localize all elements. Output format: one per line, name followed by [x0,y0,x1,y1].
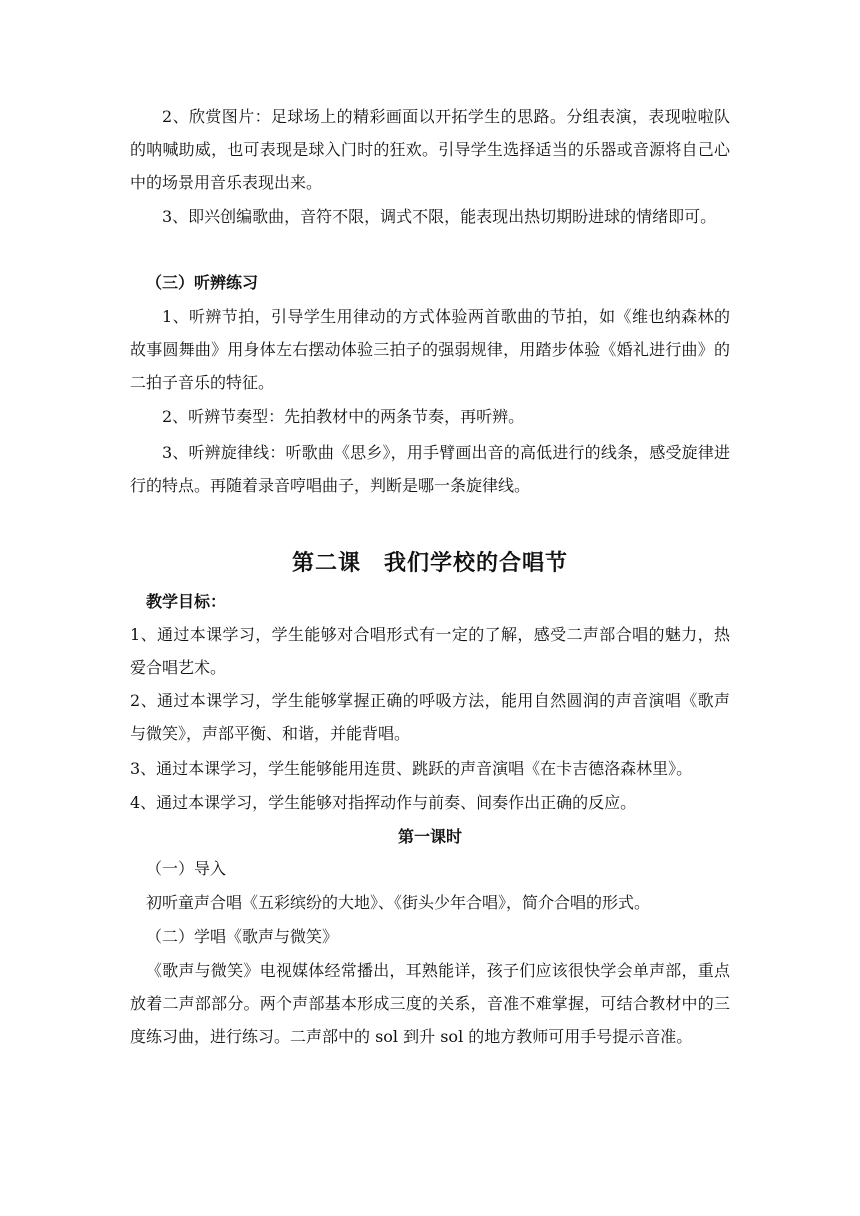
heading-introduction: （一）导入 [146,859,227,878]
paragraph-introduction: 初听童声合唱《五彩缤纷的大地》、《街头少年合唱》，简介合唱的形式。 [146,893,651,912]
paragraph-listen-rhythm: 2、听辨节奏型：先拍教材中的两条节奏，再听辨。 [162,407,525,426]
goal-2: 2、通过本课学习，学生能够掌握正确的呼吸方法，能用自然圆润的声音演唱《歌声与微笑》，声部平衡、和谐，并能背唱。 [130,691,730,743]
goal-1: 1、通过本课学习，学生能够对合唱形式有一定的了解，感受二声部合唱的魅力，热爱合唱艺术。 [130,625,730,677]
paragraph-listen-beat: 1、听辨节拍，引导学生用律动的方式体验两首歌曲的节拍，如《维也纳森林的故事圆舞曲》用身体左右摆动体验三拍子的强弱规律，用踏步体验《婚礼进行曲》的二拍子音乐的特征。 [130,307,730,392]
paragraph-improvise-song: 3、即兴创编歌曲，音符不限，调式不限，能表现出热切期盼进球的情绪即可。 [162,207,717,226]
heading-listening-practice: （三）听辨练习 [146,273,259,292]
paragraph-appreciate-pictures: 2、欣赏图片：足球场上的精彩画面以开拓学生的思路。分组表演，表现啦啦队的呐喊助威，也可表现是球入门时的狂欢。引导学生选择适当的乐器或音源将自己心中的场景用音乐表现出来。 [130,107,730,192]
heading-learn-song: （二）学唱《歌声与微笑》 [146,927,339,946]
goal-3: 3、通过本课学习，学生能够能用连贯、跳跃的声音演唱《在卡吉德洛森林里》。 [130,759,693,778]
goal-4: 4、通过本课学习，学生能够对指挥动作与前奏、间奏作出正确的反应。 [130,793,637,812]
paragraph-listen-melody: 3、听辨旋律线：听歌曲《思乡》，用手臂画出音的高低进行的线条，感受旋律进行的特点。再随着录音哼唱曲子，判断是哪一条旋律线。 [130,443,730,495]
period-title: 第一课时 [397,827,462,846]
heading-teaching-goals: 教学目标： [146,592,227,611]
paragraph-learn-song: 《歌声与微笑》电视媒体经常播出，耳熟能详，孩子们应该很快学会单声部，重点放着二声部部分。两个声部基本形成三度的关系，音准不难掌握，可结合教材中的三度练习曲，进行练习。二声部中的 sol 到升 sol 的地方教师可用手号提示音准。 [130,961,730,1046]
lesson-title: 第二课 我们学校的合唱节 [291,551,568,576]
